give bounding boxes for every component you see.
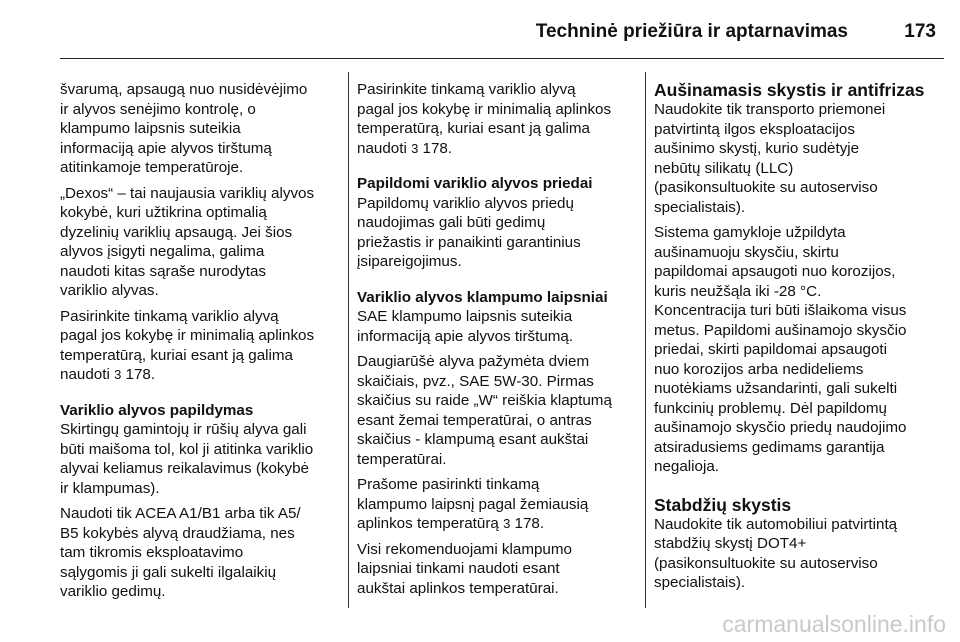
paragraph: Naudokite tik automobiliui patvirtintą stabdžių skystį DOT4+ (pasikonsultuokite su autoserviso specialistais). (654, 515, 898, 591)
page-reference-link[interactable]: 178. (125, 366, 156, 383)
page-reference-link[interactable]: 178. (514, 515, 545, 532)
subheading: Papildomi variklio alyvos priedai (357, 175, 593, 192)
subheading: Variklio alyvos papildymas (60, 401, 254, 419)
paragraph: Sistema gamykloje užpildyta aušinamuoju skysčiu, skirtu papildomai apsaugoti nuo korozijos, kuris neužšąla iki -28 °C. Koncentracija turi būti išlaikoma visus metus. Papildomi aušinamojo skysčio priedai, skirti papildomai apsaugoti nuo korozijos arba nedideliems nuotėkiams užsandarinti, gali sukelti funkcinių problemų. Dėl papildomų aušinamojo skysčio priedų naudojimo atsiradusiems gedimams garantija negalioja. (654, 224, 907, 475)
paragraph (60, 307, 342, 385)
paragraph: Naudokite tik transporto priemonei patvirtintą ilgos eksploatacijos aušinimo skystį, kurio sudėtyje nebūtų silikatų (LLC) (pasikonsultuokite su autoserviso specialistais). (654, 101, 886, 216)
section-heading: Stabdžių skystis (654, 494, 792, 515)
page-reference-icon: 3 (503, 516, 511, 531)
page-reference-icon: 3 (411, 140, 419, 156)
paragraph: „Dexos“ – tai naujausia variklių alyvos kokybė, kuri užtikrina optimalią dyzelinių variklių apsaugą. Jei šios alyvos įsigyti negalima, galima naudoti kitas sąraše nurodytas variklio alyvas. (60, 184, 315, 299)
page-header (0, 0, 960, 56)
paragraph: švarumą, apsaugą nuo nusidėvėjimo ir alyvos senėjimo kontrolę, o klampumo laipsnis suteikia informaciją apie alyvos tirštumą atitinkamoje temperatūroje. (60, 81, 308, 176)
paragraph: Skirtingų gamintojų ir rūšių alyva gali būti maišoma tol, kol ji atitinka variklio alyvai keliamus reikalavimus (kokybė ir klampumas). (60, 421, 314, 497)
paragraph-text: Pasirinkite tinkamą variklio alyvą pagal jos kokybę ir minimalią aplinkos temperatūrą, kuriai esant ją galima naudoti (60, 307, 315, 383)
column-left (60, 80, 342, 610)
paragraph (357, 80, 639, 158)
header-divider (60, 58, 944, 59)
paragraph: Naudoti tik ACEA A1/B1 arba tik A5/ B5 kokybės alyvą draudžiama, nes tam tikromis eksploatavimo sąlygomis ji gali sukelti ilgalaikių variklio gedimų. (60, 505, 301, 600)
page-reference-icon: 3 (114, 367, 122, 382)
column-right (654, 80, 936, 610)
paragraph-text: Pasirinkite tinkamą variklio alyvą pagal jos kokybę ir minimalią aplinkos temperatūrą, kuriai esant ją galima naudoti (357, 81, 612, 157)
column-middle (357, 80, 639, 610)
watermark: carmanualsonline.info (722, 611, 946, 637)
paragraph (357, 475, 639, 534)
page-number: 173 (904, 21, 936, 42)
page-reference-link[interactable]: 178. (422, 139, 453, 157)
column-divider (348, 72, 349, 608)
column-divider (645, 72, 646, 608)
paragraph: SAE klampumo laipsnis suteikia informaciją apie alyvos tirštumą. (357, 308, 574, 345)
paragraph: Daugiarūšė alyva pažymėta dviem skaičiais, pvz., SAE 5W-30. Pirmas skaičius su raide „W“ reiškia klaptumą esant žemai temperatūrai, o antras skaičius - klampumą esant aukštai temperatūrai. (357, 353, 612, 468)
paragraph: Papildomų variklio alyvos priedų naudojimas gali būti gedimų priežastis ir panaikinti garantinius įsipareigojimus. (357, 194, 581, 270)
section-heading: Aušinamasis skystis ir antifrizas (654, 80, 925, 100)
paragraph: Visi rekomenduojami klampumo laipsniai tinkami naudoti esant aukštai aplinkos temperatūrai. (357, 540, 572, 597)
subheading: Variklio alyvos klampumo laipsniai (357, 288, 608, 306)
paragraph-text: Prašome pasirinkti tinkamą klampumo laipsnį pagal žemiausią aplinkos temperatūrą (357, 476, 589, 532)
section-title: Techninė priežiūra ir aptarnavimas (535, 21, 848, 42)
